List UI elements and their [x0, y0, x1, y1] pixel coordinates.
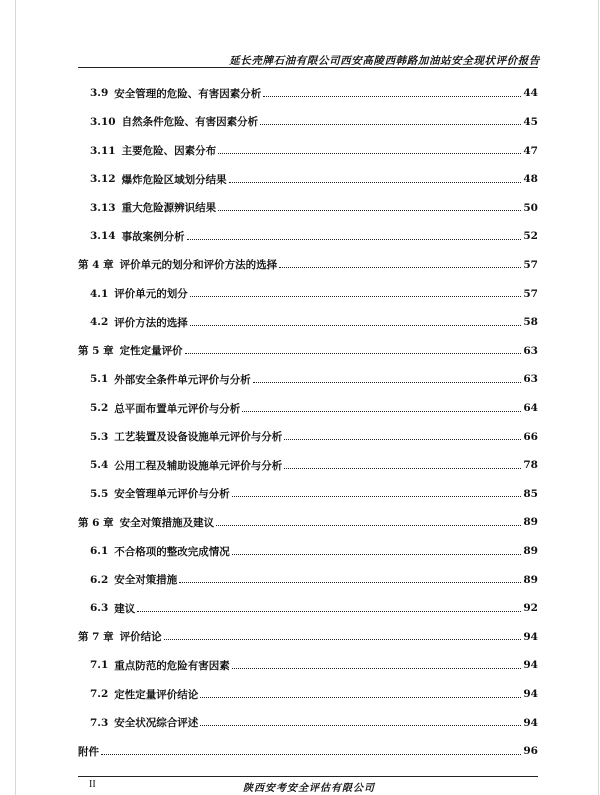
toc-entry-page: 57 [523, 287, 538, 300]
toc-entry-page: 96 [523, 745, 538, 758]
toc-dot-leader [284, 439, 521, 440]
toc-entry-number: 第 4 章 [78, 259, 114, 272]
toc-chapter-entry[interactable] [78, 336, 538, 365]
toc-section-entry[interactable] [78, 651, 538, 680]
toc-entry-number: 3.11 [90, 144, 116, 157]
toc-entry-page: 92 [523, 602, 538, 615]
toc-chapter-entry[interactable] [78, 737, 538, 766]
toc-dot-leader [253, 382, 522, 383]
toc-entry-number: 5.4 [90, 459, 109, 472]
toc-entry-number: 7.3 [90, 716, 109, 729]
toc-entry-title: 评价结论 [119, 631, 162, 644]
toc-entry-page: 57 [523, 258, 538, 271]
footer-company-name: 陕西安考安全评估有限公司 [243, 783, 375, 794]
toc-entry-number: 第 6 章 [78, 516, 114, 529]
toc-entry-title: 建议 [114, 602, 136, 615]
toc-dot-leader [216, 525, 521, 526]
toc-entry-title: 外部安全条件单元评价与分析 [114, 373, 251, 386]
toc-entry-number: 6.1 [90, 545, 109, 558]
toc-entry-page: 94 [523, 659, 538, 672]
toc-entry-number: 5.3 [90, 430, 109, 443]
toc-dot-leader [232, 668, 522, 669]
footer-page-number: II [89, 779, 96, 790]
toc-section-entry[interactable] [78, 308, 538, 337]
toc-entry-title: 事故案例分析 [121, 230, 185, 243]
toc-entry-title: 重点防范的危险有害因素 [114, 659, 230, 672]
toc-section-entry[interactable] [78, 680, 538, 709]
toc-dot-leader [218, 210, 521, 211]
toc-section-entry[interactable] [78, 451, 538, 480]
toc-entry-title: 附件 [78, 745, 99, 758]
toc-dot-leader [218, 153, 521, 154]
toc-entry-title: 定性定量评价 [119, 345, 183, 358]
toc-section-entry[interactable] [78, 136, 538, 165]
toc-chapter-entry[interactable] [78, 251, 538, 280]
toc-section-entry[interactable] [78, 537, 538, 566]
toc-entry-page: 85 [523, 487, 538, 500]
toc-dot-leader [190, 296, 522, 297]
toc-dot-leader [185, 353, 522, 354]
toc-entry-number: 3.14 [90, 230, 116, 243]
toc-dot-leader [229, 182, 522, 183]
toc-section-entry[interactable] [78, 279, 538, 308]
toc-entry-title: 评价单元的划分和评价方法的选择 [119, 259, 278, 272]
toc-entry-title: 安全对策措施 [114, 574, 178, 587]
toc-dot-leader [179, 582, 521, 583]
toc-entry-title: 安全状况综合评述 [114, 717, 199, 730]
toc-entry-number: 5.2 [90, 402, 109, 414]
toc-entry-page: 89 [523, 545, 538, 558]
toc-chapter-entry[interactable] [78, 623, 538, 652]
toc-entry-number: 7.2 [90, 688, 109, 701]
footer-rule [78, 776, 538, 777]
page-border-right [598, 0, 599, 795]
toc-entry-page: 48 [523, 173, 538, 186]
toc-dot-leader [260, 124, 521, 125]
toc-section-entry[interactable] [78, 708, 538, 737]
toc-entry-title: 不合格项的整改完成情况 [114, 545, 230, 558]
toc-entry-title: 总平面布置单元评价与分析 [114, 402, 241, 415]
toc-entry-title: 重大危险源辨识结果 [121, 202, 217, 215]
toc-entry-number: 3.10 [90, 115, 116, 128]
toc-entry-number: 4.2 [90, 316, 109, 329]
toc-entry-page: 94 [523, 716, 538, 729]
toc-section-entry[interactable] [78, 222, 538, 251]
toc-entry-number: 3.9 [90, 87, 109, 100]
toc-dot-leader [190, 325, 522, 326]
toc-entry-title: 主要危险、因素分布 [121, 145, 217, 158]
toc-entry-number: 5.1 [90, 373, 109, 386]
toc-section-entry[interactable] [78, 422, 538, 451]
toc-entry-title: 评价方法的选择 [114, 316, 188, 329]
toc-entry-page: 66 [523, 430, 538, 443]
toc-section-entry[interactable] [78, 193, 538, 222]
toc-entry-title: 公用工程及辅助设施单元评价与分析 [114, 459, 283, 472]
toc-entry-title: 评价单元的划分 [114, 288, 188, 301]
toc-entry-number: 3.12 [90, 173, 116, 186]
toc-entry-page: 78 [523, 459, 538, 472]
toc-entry-page: 89 [523, 516, 538, 529]
toc-section-entry[interactable] [78, 480, 538, 509]
toc-section-entry[interactable] [78, 594, 538, 623]
toc-dot-leader [279, 267, 521, 268]
toc-entry-page: 44 [523, 87, 538, 100]
toc-dot-leader [284, 468, 521, 469]
toc-entry-number: 4.1 [90, 287, 109, 300]
toc-section-entry[interactable] [78, 165, 538, 194]
toc-dot-leader [101, 754, 521, 755]
toc-entry-page: 94 [523, 630, 538, 643]
toc-entry-number: 第 5 章 [78, 345, 114, 358]
table-of-contents [78, 79, 538, 766]
toc-entry-title: 安全管理单元评价与分析 [114, 488, 230, 501]
toc-entry-page: 63 [523, 344, 538, 357]
toc-entry-number: 3.13 [90, 201, 116, 214]
toc-entry-number: 6.3 [90, 602, 109, 615]
toc-entry-title: 爆炸危险区域划分结果 [121, 173, 227, 186]
toc-dot-leader [242, 411, 521, 412]
header-rule [78, 67, 538, 68]
toc-entry-page: 63 [523, 373, 538, 386]
report-header-title: 延长壳牌石油有限公司西安高陵西韩路加油站安全现状评价报告 [229, 55, 540, 67]
toc-entry-number: 5.5 [90, 487, 109, 500]
toc-section-entry[interactable] [78, 79, 538, 108]
toc-entry-title: 安全对策措施及建议 [119, 516, 215, 529]
toc-entry-page: 47 [523, 144, 538, 157]
toc-entry-title: 自然条件危险、有害因素分析 [121, 116, 259, 129]
toc-entry-title: 定性定量评价结论 [114, 688, 199, 701]
toc-section-entry[interactable] [78, 565, 538, 594]
page-border-left [15, 0, 16, 795]
toc-entry-number: 7.1 [90, 659, 109, 672]
toc-dot-leader [200, 725, 521, 726]
toc-entry-title: 安全管理的危险、有害因素分析 [114, 87, 262, 100]
toc-dot-leader [232, 554, 522, 555]
toc-section-entry[interactable] [78, 365, 538, 394]
toc-dot-leader [200, 697, 521, 698]
toc-chapter-entry[interactable] [78, 508, 538, 537]
toc-entry-page: 50 [523, 201, 538, 214]
toc-dot-leader [137, 611, 521, 612]
toc-dot-leader [164, 639, 522, 640]
toc-section-entry[interactable] [78, 108, 538, 137]
toc-entry-page: 89 [523, 573, 538, 586]
toc-entry-page: 58 [523, 316, 538, 329]
toc-section-entry[interactable] [78, 394, 538, 423]
toc-entry-page: 94 [523, 688, 538, 701]
toc-entry-title: 工艺装置及设备设施单元评价与分析 [114, 431, 283, 444]
toc-dot-leader [263, 96, 521, 97]
toc-dot-leader [232, 496, 522, 497]
toc-entry-number: 6.2 [90, 573, 109, 586]
toc-entry-page: 64 [523, 402, 538, 414]
toc-entry-page: 52 [523, 230, 538, 243]
toc-dot-leader [187, 239, 522, 240]
toc-entry-number: 第 7 章 [78, 631, 114, 644]
toc-entry-page: 45 [523, 115, 538, 128]
